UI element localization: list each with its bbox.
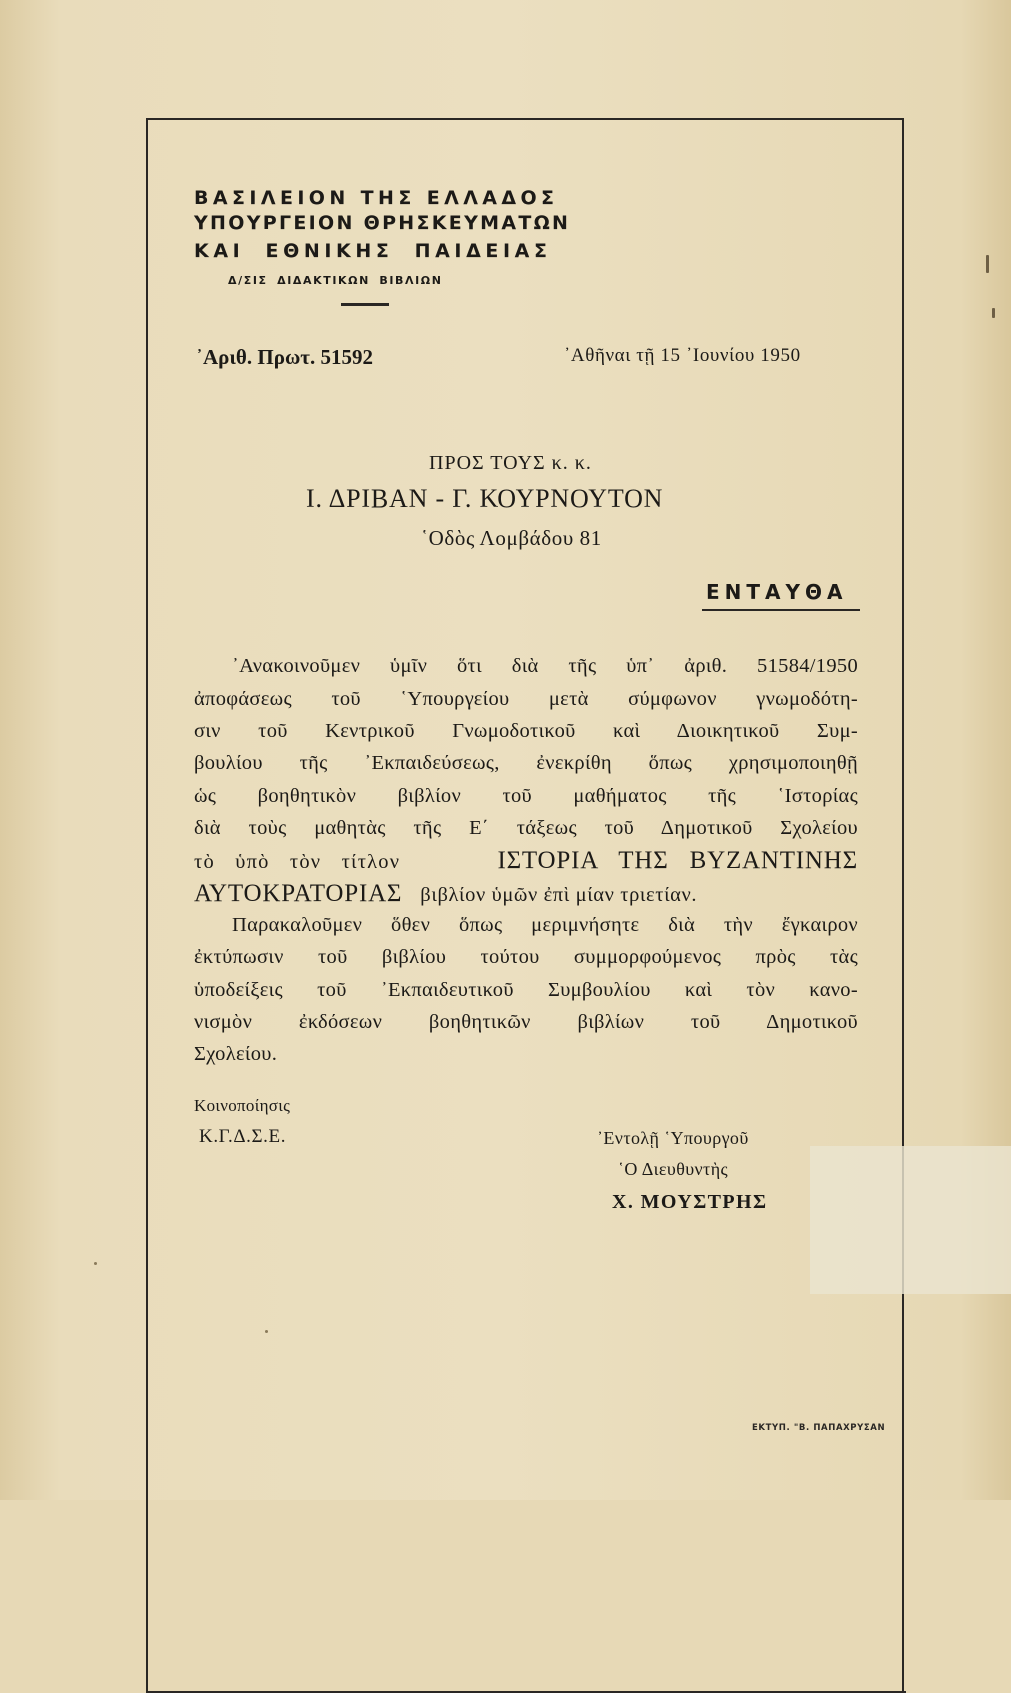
body-line: ἀποφάσεως τοῦ ῾Υπουργείου μετὰ σύμφωνον γνωμοδότη- bbox=[194, 688, 858, 710]
signatory-name: Χ. ΜΟΥΣΤΡΗΣ bbox=[612, 1191, 768, 1213]
printer-imprint: ΕΚΤΥΠ. "Β. ΠΑΠΑΧΡΥΣΑΝ bbox=[752, 1423, 886, 1433]
body-line: Σχολείου. bbox=[194, 1043, 278, 1065]
paper-mark bbox=[986, 255, 989, 273]
header-directorate: Δ/ΣΙΣ ΔΙΔΑΚΤΙΚΩΝ ΒΙΒΛΙΩΝ bbox=[228, 274, 443, 287]
title-intro: τὸ ὑπὸ τὸν τίτλον bbox=[194, 851, 401, 873]
addressee-prefix: ΠΡΟΣ ΤΟΥΣ κ. κ. bbox=[429, 452, 592, 474]
book-title-part1: ΙΣΤΟΡΙΑ ΤΗΣ ΒΥΖΑΝΤΙΝΗΣ bbox=[497, 847, 858, 874]
protocol-number: ᾿Αριθ. Πρωτ. 51592 bbox=[196, 345, 373, 369]
body-line: διὰ τοὺς μαθητὰς τῆς Ε΄ τάξεως τοῦ Δημοτικοῦ Σχολείου bbox=[194, 817, 858, 839]
body-line: νισμὸν ἐκδόσεων βοηθητικῶν βιβλίων τοῦ Δημοτικοῦ bbox=[194, 1011, 858, 1033]
body-line: ὑποδείξεις τοῦ ᾿Εκπαιδευτικοῦ Συμβουλίου καὶ τὸν κανο- bbox=[194, 979, 858, 1001]
body-line: σιν τοῦ Κεντρικοῦ Γνωμοδοτικοῦ καὶ Διοικητικοῦ Συμ- bbox=[194, 720, 858, 742]
header-kingdom: ΒΑΣΙΛΕΙΟΝ ΤΗΣ ΕΛΛΑΔΟΣ bbox=[194, 187, 559, 209]
body-line: ᾿Ανακοινοῦμεν ὑμῖν ὅτι διὰ τῆς ὑπ᾿ ἀριθ. 51584/1950 bbox=[232, 655, 858, 677]
signature-authority: ᾿Εντολῇ ῾Υπουργοῦ bbox=[597, 1128, 749, 1148]
body-line-title bbox=[194, 847, 858, 875]
header-ministry-cont: ΚΑΙ ΕΘΝΙΚΗΣ ΠΑΙΔΕΙΑΣ bbox=[194, 240, 552, 262]
title-outro: βιβλίον ὑμῶν ἐπὶ μίαν τριετίαν. bbox=[420, 884, 698, 906]
addressee-street: ῾Οδὸς Λομβάδου 81 bbox=[421, 526, 602, 550]
body-line: Παρακαλοῦμεν ὅθεν ὅπως μεριμνήσητε διὰ τὴν ἔγκαιρον bbox=[232, 914, 858, 936]
paper-mark bbox=[94, 1262, 97, 1265]
header-divider bbox=[341, 303, 389, 306]
addressee-names: Ι. ΔΡΙΒΑΝ - Γ. ΚΟΥΡΝΟΥΤΟΝ bbox=[306, 484, 664, 513]
signature-title: ῾Ο Διευθυντὴς bbox=[618, 1159, 729, 1179]
header-ministry: ΥΠΟΥΡΓΕΙΟΝ ΘΡΗΣΚΕΥΜΑΤΩΝ bbox=[194, 212, 571, 234]
body-line: βουλίου τῆς ᾿Εκπαιδεύσεως, ἐνεκρίθη ὅπως χρησιμοποιηθῇ bbox=[194, 752, 858, 774]
cc-label: Κοινοποίησις bbox=[194, 1096, 291, 1115]
addressee-city: ΕΝΤΑΥΘΑ bbox=[706, 580, 848, 604]
dateline: ᾿Αθῆναι τῇ 15 ᾿Ιουνίου 1950 bbox=[564, 345, 801, 366]
body-line-title-cont bbox=[194, 880, 858, 908]
cc-recipient: Κ.Γ.Δ.Σ.Ε. bbox=[199, 1126, 287, 1147]
book-title-part2: ΑΥΤΟΚΡΑΤΟΡΙΑΣ bbox=[194, 880, 403, 907]
paper-patch bbox=[810, 1146, 1011, 1294]
body-line: ἐκτύπωσιν τοῦ βιβλίου τούτου συμμορφούμενος πρὸς τὰς bbox=[194, 946, 858, 968]
city-underline bbox=[702, 609, 860, 611]
body-line: ὡς βοηθητικὸν βιβλίον τοῦ μαθήματος τῆς ῾Ιστορίας bbox=[194, 785, 858, 807]
paper-mark bbox=[265, 1330, 268, 1333]
paper-mark bbox=[992, 308, 995, 318]
